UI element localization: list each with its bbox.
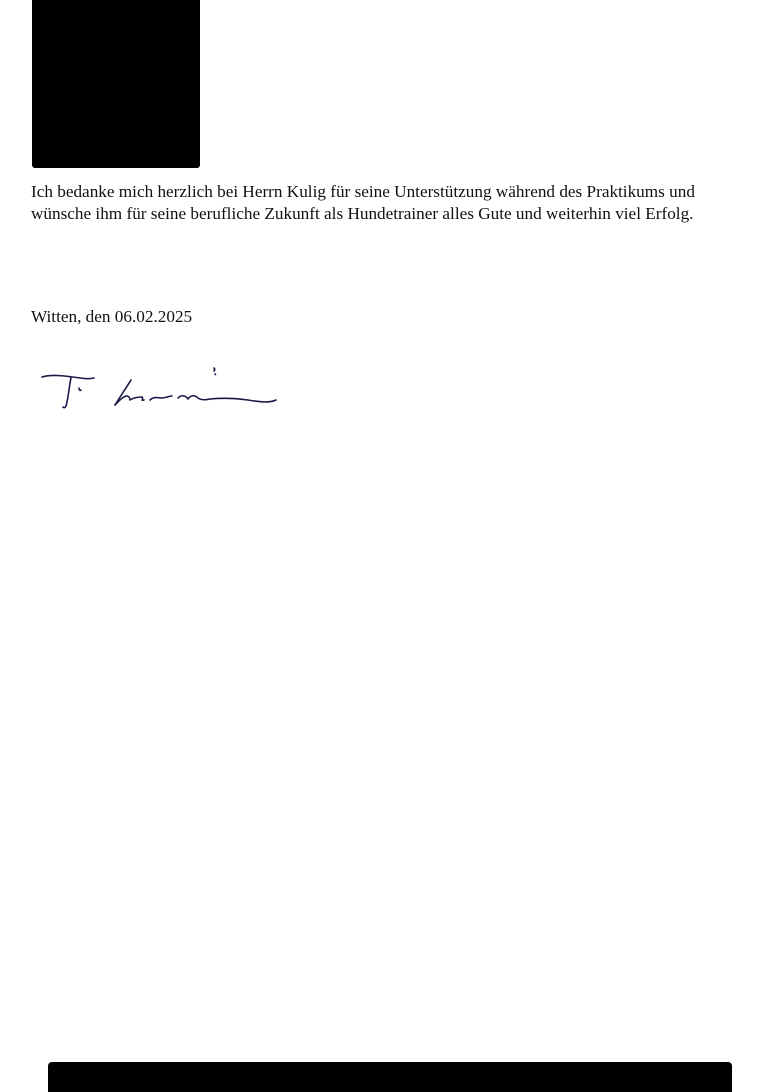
redaction-block-bottom xyxy=(48,1062,732,1092)
place-date: Witten, den 06.02.2025 xyxy=(31,307,193,326)
paragraph-line-2: wünsche ihm für seine berufliche Zukunft als Hundetrainer alles Gute und weiterhin viel Erfolg. xyxy=(31,203,694,223)
redaction-block-top xyxy=(32,0,200,168)
paragraph-line-1: Ich bedanke mich herzlich bei Herrn Kulig für seine Unterstützung während des Praktikums und xyxy=(31,182,695,201)
handwritten-signature xyxy=(38,360,286,412)
closing-paragraph xyxy=(31,181,743,224)
